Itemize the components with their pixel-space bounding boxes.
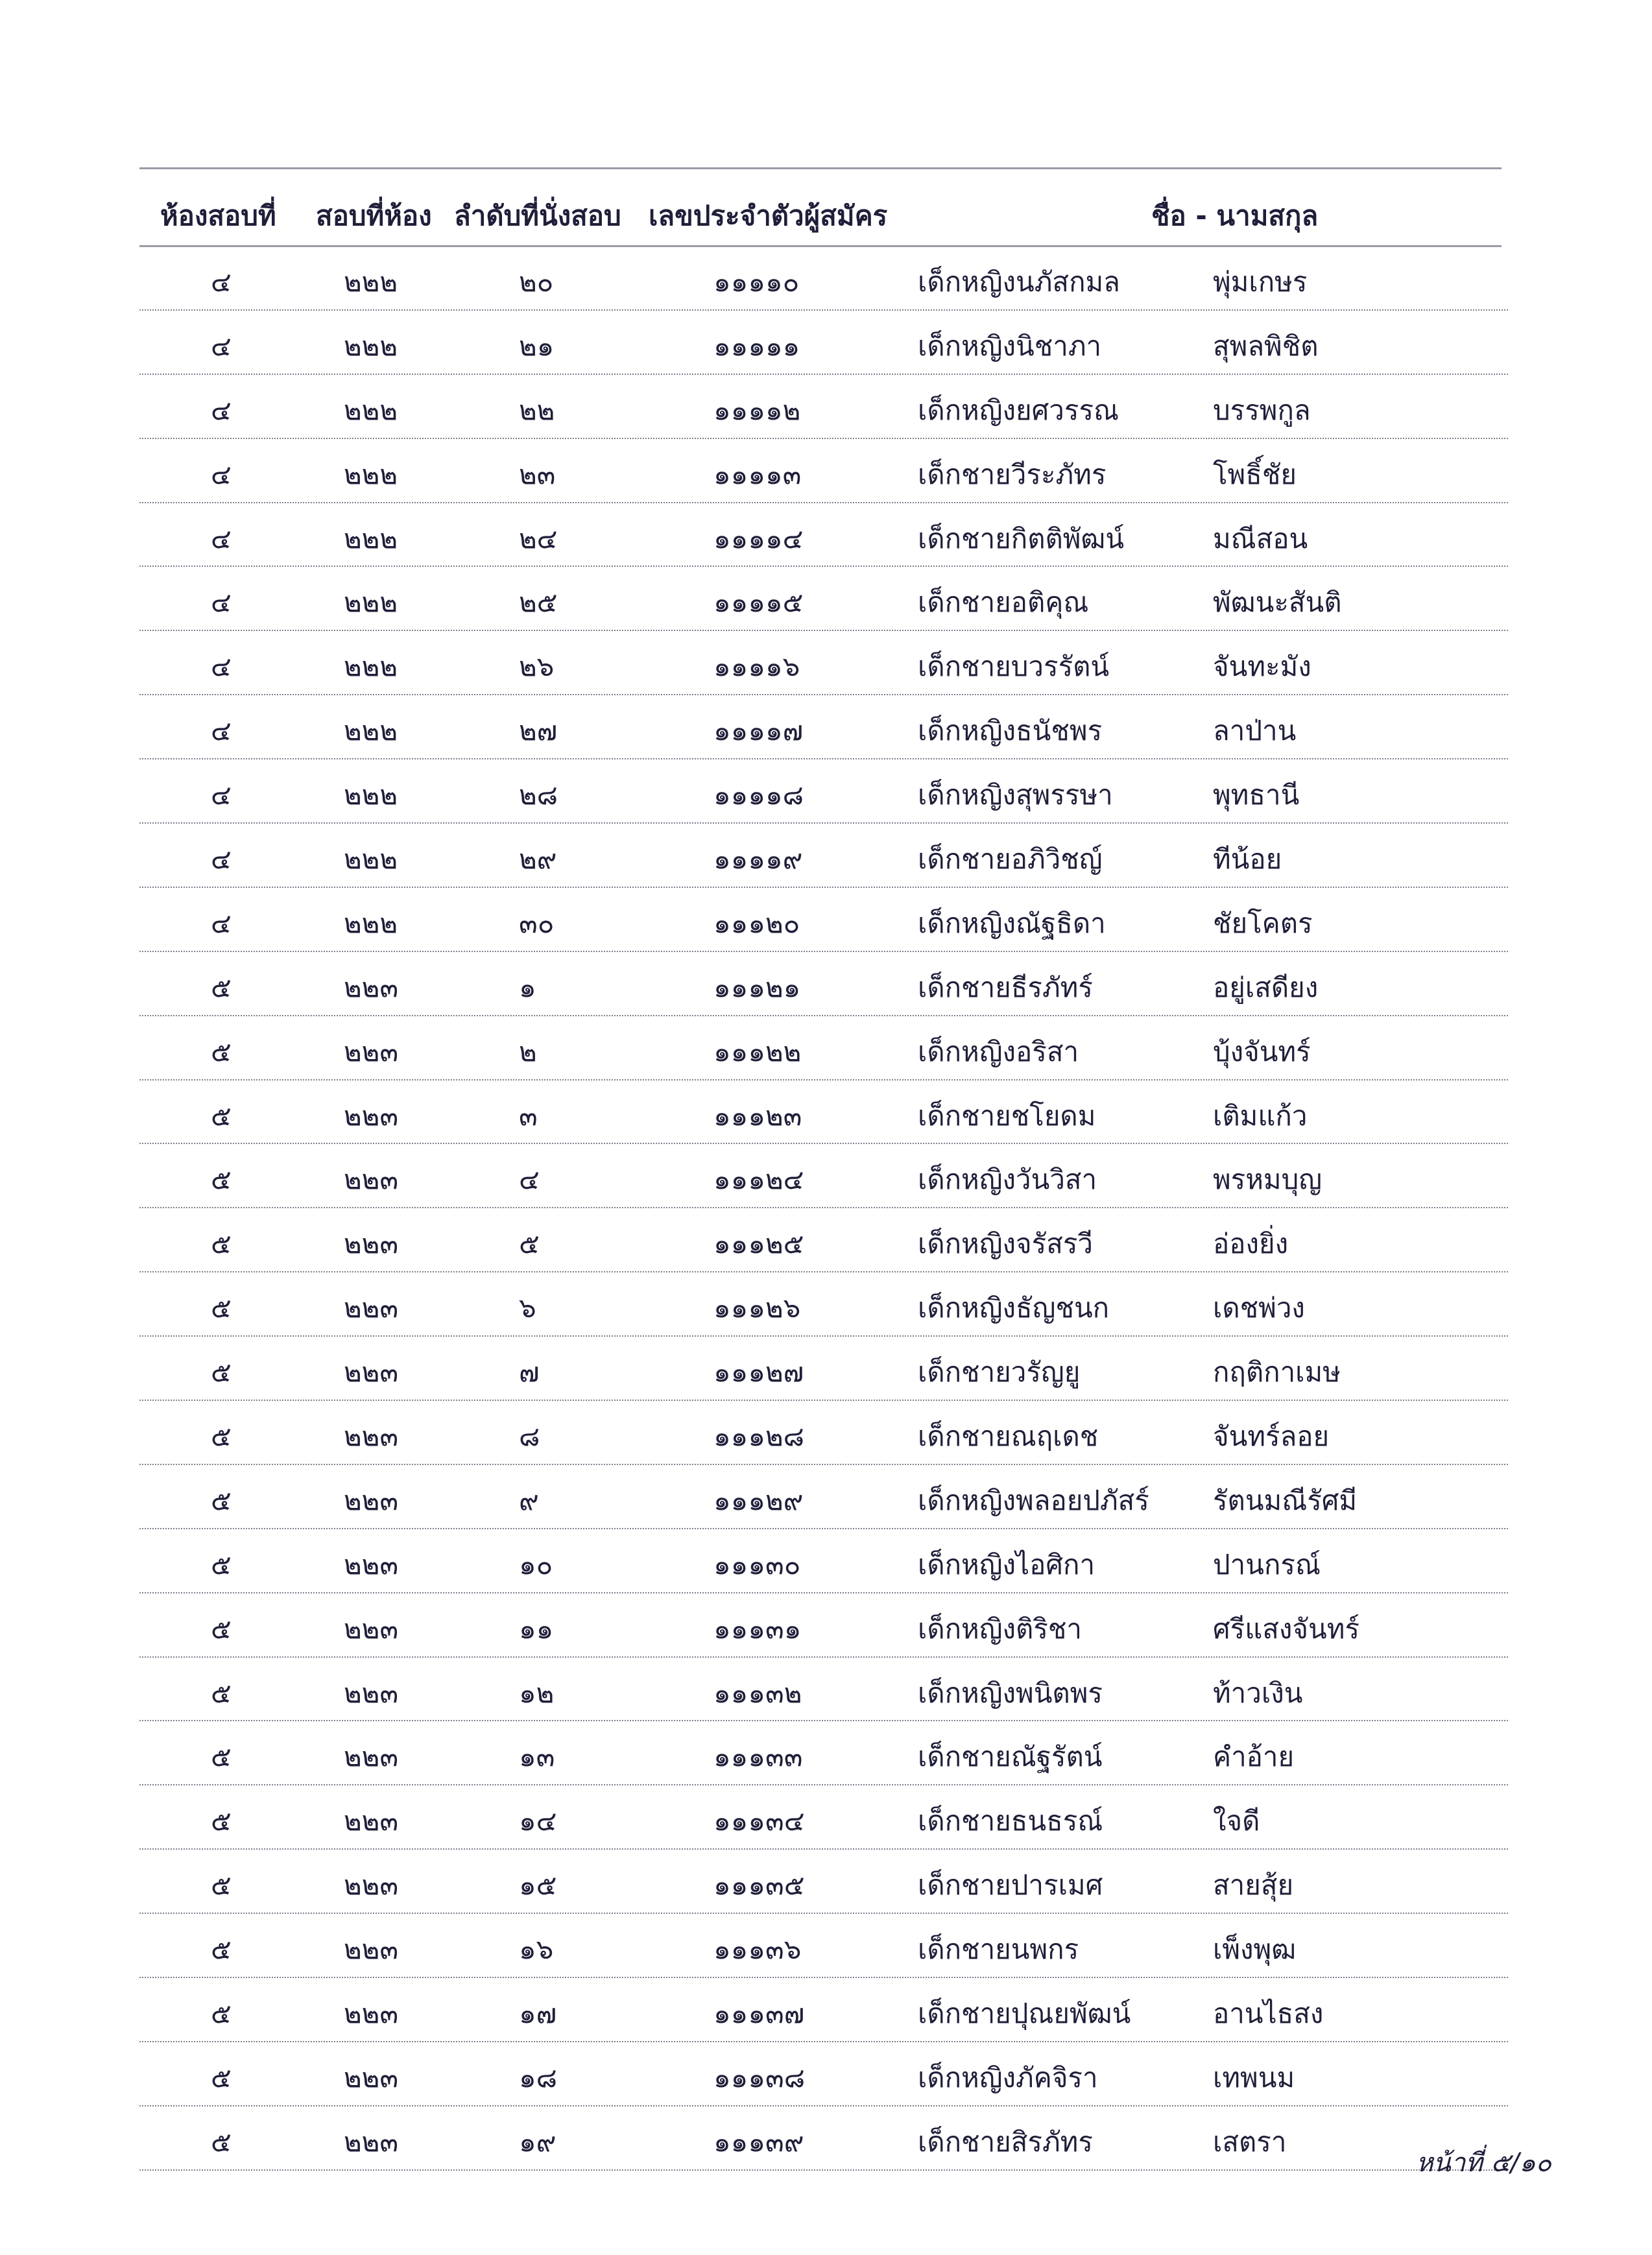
table-row (139, 695, 1508, 759)
cell-first-name: เด็กชายธนธรณ์ (918, 1805, 1103, 1837)
cell-last-name: สุพลพิชิต (1213, 329, 1319, 362)
cell-last-name: มณีสอน (1213, 522, 1308, 555)
cell-first-name: เด็กชายสิรภัทร (918, 2125, 1093, 2158)
cell-hall: ๒๒๒ (344, 522, 398, 555)
cell-seat: ๕ (519, 1228, 540, 1260)
table-row (139, 1850, 1508, 1914)
cell-room: ๕ (211, 1998, 232, 2030)
header-name: ชื่อ - นามสกุล (1151, 200, 1319, 232)
header-room: ห้องสอบที่ (160, 200, 276, 232)
cell-room: ๔ (211, 329, 232, 362)
cell-first-name: เด็กชายธีรภัทร์ (918, 971, 1093, 1003)
cell-first-name: เด็กชายวรัญยู (918, 1356, 1081, 1389)
cell-hall: ๒๒๒ (344, 458, 398, 490)
cell-last-name: จันทะมัง (1213, 650, 1311, 683)
table-row (139, 952, 1508, 1016)
cell-seat: ๒๓ (519, 458, 556, 490)
cell-first-name: เด็กหญิงอริสา (918, 1035, 1079, 1068)
cell-first-name: เด็กหญิงวันวิสา (918, 1163, 1097, 1196)
cell-applicant-id: ๑๑๑๒๗ (713, 1356, 804, 1389)
cell-hall: ๒๒๓ (344, 2125, 399, 2158)
cell-room: ๔ (211, 779, 232, 811)
cell-applicant-id: ๑๑๑๒๔ (713, 1163, 804, 1196)
cell-room: ๕ (211, 1163, 232, 1196)
cell-first-name: เด็กชายปุณยพัฒน์ (918, 1998, 1131, 2030)
cell-seat: ๑๘ (519, 2061, 558, 2094)
cell-applicant-id: ๑๑๑๑๐ (713, 266, 800, 298)
cell-seat: ๑๒ (519, 1676, 555, 1709)
cell-applicant-id: ๑๑๑๑๖ (713, 650, 800, 683)
table-row (139, 2042, 1508, 2106)
table-row (139, 1721, 1508, 1785)
cell-room: ๔ (211, 843, 232, 876)
cell-last-name: ชัยโคตร (1213, 907, 1313, 939)
cell-hall: ๒๒๓ (344, 1805, 399, 1837)
table-row (139, 1658, 1508, 1722)
cell-hall: ๒๒๒ (344, 715, 398, 747)
cell-last-name: เดชพ่วง (1213, 1292, 1305, 1324)
cell-applicant-id: ๑๑๑๒๘ (713, 1420, 805, 1453)
cell-room: ๕ (211, 971, 232, 1003)
cell-applicant-id: ๑๑๑๒๖ (713, 1292, 801, 1324)
cell-first-name: เด็กหญิงธัญชนก (918, 1292, 1110, 1324)
table-row (139, 1914, 1508, 1978)
cell-first-name: เด็กชายณัฐรัตน์ (918, 1741, 1103, 1773)
header-seat: ลำดับที่นั่งสอบ (454, 200, 621, 232)
cell-last-name: กฤติกาเมษ (1213, 1356, 1341, 1389)
cell-room: ๔ (211, 586, 232, 619)
cell-room: ๕ (211, 1228, 232, 1260)
cell-seat: ๒๒ (519, 394, 555, 426)
cell-seat: ๑๐ (519, 1548, 553, 1581)
cell-room: ๕ (211, 1292, 232, 1324)
cell-hall: ๒๒๓ (344, 1228, 399, 1260)
cell-applicant-id: ๑๑๑๑๗ (713, 715, 804, 747)
cell-hall: ๒๒๒ (344, 329, 398, 362)
cell-hall: ๒๒๓ (344, 1420, 399, 1453)
cell-hall: ๒๒๒ (344, 843, 398, 876)
cell-applicant-id: ๑๑๑๓๓ (713, 1741, 803, 1773)
table-row (139, 1401, 1508, 1465)
cell-seat: ๒๙ (519, 843, 557, 876)
cell-last-name: ใจดี (1213, 1805, 1260, 1837)
cell-seat: ๙ (519, 1484, 539, 1516)
cell-applicant-id: ๑๑๑๒๕ (713, 1228, 804, 1260)
table-row (139, 1785, 1508, 1850)
cell-room: ๔ (211, 907, 232, 939)
cell-hall: ๒๒๒ (344, 650, 398, 683)
cell-applicant-id: ๑๑๑๒๒ (713, 1035, 802, 1068)
table-row (139, 1337, 1508, 1401)
cell-first-name: เด็กหญิงจรัสรวี (918, 1228, 1093, 1260)
cell-first-name: เด็กหญิงภัคจิรา (918, 2061, 1098, 2094)
cell-last-name: อยู่เสดียง (1213, 971, 1319, 1003)
table-header (139, 174, 1502, 245)
cell-hall: ๒๒๒ (344, 394, 398, 426)
cell-hall: ๒๒๓ (344, 1484, 399, 1516)
cell-hall: ๒๒๓ (344, 1035, 399, 1068)
cell-room: ๔ (211, 394, 232, 426)
cell-last-name: สายสุ้ย (1213, 1869, 1294, 1902)
cell-first-name: เด็กชายอภิวิชญ์ (918, 843, 1103, 876)
cell-applicant-id: ๑๑๑๓๒ (713, 1676, 802, 1709)
cell-last-name: อ่องยิ่ง (1213, 1228, 1289, 1260)
table-row (139, 1978, 1508, 2042)
cell-room: ๔ (211, 650, 232, 683)
cell-applicant-id: ๑๑๑๑๒ (713, 394, 801, 426)
cell-seat: ๖ (519, 1292, 536, 1324)
table-row (139, 439, 1508, 503)
cell-applicant-id: ๑๑๑๓๔ (713, 1805, 805, 1837)
table-row (139, 888, 1508, 952)
cell-seat: ๑๖ (519, 1933, 554, 1966)
cell-hall: ๒๒๓ (344, 1612, 399, 1645)
cell-last-name: เติมแก้ว (1213, 1099, 1308, 1132)
cell-room: ๔ (211, 522, 232, 555)
table-row (139, 246, 1508, 311)
cell-applicant-id: ๑๑๑๓๘ (713, 2061, 806, 2094)
cell-seat: ๑๔ (519, 1805, 557, 1837)
cell-hall: ๒๒๓ (344, 1741, 399, 1773)
cell-room: ๔ (211, 458, 232, 490)
table-row (139, 1272, 1508, 1337)
cell-applicant-id: ๑๑๑๑๙ (713, 843, 803, 876)
cell-room: ๕ (211, 2061, 232, 2094)
cell-seat: ๓๐ (519, 907, 555, 939)
cell-applicant-id: ๑๑๑๓๑ (713, 1612, 802, 1645)
table-row (139, 1593, 1508, 1658)
cell-seat: ๗ (519, 1356, 540, 1389)
cell-last-name: ลาป่าน (1213, 715, 1297, 747)
cell-hall: ๒๒๓ (344, 1998, 399, 2030)
cell-applicant-id: ๑๑๑๓๖ (713, 1933, 802, 1966)
cell-seat: ๑๙ (519, 2125, 557, 2158)
table-row (139, 631, 1508, 695)
table-row (139, 375, 1508, 439)
table-row (139, 1080, 1508, 1145)
cell-applicant-id: ๑๑๑๓๙ (713, 2125, 804, 2158)
cell-seat: ๒๑ (519, 329, 555, 362)
cell-room: ๕ (211, 1420, 232, 1453)
cell-hall: ๒๒๓ (344, 2061, 399, 2094)
cell-hall: ๒๒๓ (344, 1676, 399, 1709)
cell-room: ๕ (211, 1356, 232, 1389)
cell-last-name: จันทร์ลอย (1213, 1420, 1330, 1453)
cell-last-name: ศรีแสงจันทร์ (1213, 1612, 1359, 1645)
cell-first-name: เด็กชายอติคุณ (918, 586, 1089, 619)
cell-last-name: รัตนมณีรัศมี (1213, 1484, 1358, 1516)
cell-hall: ๒๒๒ (344, 779, 398, 811)
cell-room: ๕ (211, 1612, 232, 1645)
cell-room: ๕ (211, 1741, 232, 1773)
table-row (139, 503, 1508, 567)
cell-last-name: บรรพกูล (1213, 394, 1311, 426)
cell-first-name: เด็กชายกิตติพัฒน์ (918, 522, 1125, 555)
cell-last-name: อานไธสง (1213, 1998, 1324, 2030)
cell-room: ๕ (211, 2125, 232, 2158)
cell-room: ๕ (211, 1933, 232, 1966)
cell-first-name: เด็กชายปารเมศ (918, 1869, 1103, 1902)
cell-room: ๕ (211, 1869, 232, 1902)
cell-hall: ๒๒๓ (344, 1356, 399, 1389)
cell-hall: ๒๒๓ (344, 1869, 399, 1902)
cell-applicant-id: ๑๑๑๑๔ (713, 522, 804, 555)
cell-first-name: เด็กชายวีระภัทร (918, 458, 1107, 490)
cell-seat: ๑๑ (519, 1612, 554, 1645)
cell-hall: ๒๒๓ (344, 1099, 399, 1132)
table-row (139, 1144, 1508, 1208)
table-body (139, 246, 1508, 2171)
cell-applicant-id: ๑๑๑๓๗ (713, 1998, 805, 2030)
cell-applicant-id: ๑๑๑๑๑ (713, 329, 800, 362)
cell-seat: ๘ (519, 1420, 540, 1453)
cell-last-name: พุทธานี (1213, 779, 1300, 811)
table-row (139, 311, 1508, 375)
cell-last-name: ปานกรณ์ (1213, 1548, 1321, 1581)
cell-room: ๕ (211, 1805, 232, 1837)
cell-first-name: เด็กหญิงนภัสกมล (918, 266, 1120, 298)
cell-applicant-id: ๑๑๑๒๑ (713, 971, 801, 1003)
cell-seat: ๔ (519, 1163, 540, 1196)
cell-last-name: พรหมบุญ (1213, 1163, 1323, 1196)
cell-hall: ๒๒๒ (344, 586, 398, 619)
cell-applicant-id: ๑๑๑๓๕ (713, 1869, 805, 1902)
cell-applicant-id: ๑๑๑๒๙ (713, 1484, 804, 1516)
cell-seat: ๒๐ (519, 266, 554, 298)
cell-room: ๔ (211, 715, 232, 747)
cell-last-name: พัฒนะสันติ (1213, 586, 1342, 619)
cell-last-name: เทพนม (1213, 2061, 1295, 2094)
cell-first-name: เด็กหญิงนิชาภา (918, 329, 1102, 362)
cell-seat: ๒๖ (519, 650, 555, 683)
cell-seat: ๓ (519, 1099, 538, 1132)
table-row (139, 2106, 1508, 2171)
table-row (139, 1465, 1508, 1529)
cell-applicant-id: ๑๑๑๒๐ (713, 907, 800, 939)
cell-applicant-id: ๑๑๑๒๓ (713, 1099, 802, 1132)
cell-first-name: เด็กชายบวรรัตน์ (918, 650, 1110, 683)
cell-last-name: พุ่มเกษร (1213, 266, 1308, 298)
cell-first-name: เด็กหญิงยศวรรณ (918, 394, 1119, 426)
cell-hall: ๒๒๒ (344, 907, 398, 939)
cell-room: ๕ (211, 1035, 232, 1068)
table-row (139, 1016, 1508, 1080)
cell-hall: ๒๒๓ (344, 1933, 399, 1966)
cell-last-name: ทีน้อย (1213, 843, 1282, 876)
header-hall: สอบที่ห้อง (316, 200, 432, 232)
cell-first-name: เด็กหญิงติริชา (918, 1612, 1082, 1645)
cell-room: ๕ (211, 1484, 232, 1516)
cell-room: ๕ (211, 1099, 232, 1132)
cell-first-name: เด็กชายณฤเดช (918, 1420, 1099, 1453)
cell-seat: ๑๕ (519, 1869, 557, 1902)
cell-first-name: เด็กหญิงพนิตพร (918, 1676, 1103, 1709)
cell-last-name: ท้าวเงิน (1213, 1676, 1303, 1709)
cell-seat: ๒๗ (519, 715, 558, 747)
cell-first-name: เด็กหญิงสุพรรษา (918, 779, 1113, 811)
page-number: หน้าที่ ๕/๑๐ (1416, 2148, 1551, 2178)
top-rule (139, 167, 1502, 169)
table-row (139, 824, 1508, 888)
header-applicant-id: เลขประจำตัวผู้สมัคร (649, 200, 888, 232)
cell-hall: ๒๒๓ (344, 1163, 399, 1196)
cell-seat: ๑ (519, 971, 536, 1003)
cell-room: ๔ (211, 266, 232, 298)
cell-seat: ๑๗ (519, 1998, 557, 2030)
cell-seat: ๒๕ (519, 586, 558, 619)
cell-last-name: เสตรา (1213, 2125, 1287, 2158)
cell-applicant-id: ๑๑๑๑๘ (713, 779, 804, 811)
table-row (139, 1208, 1508, 1272)
table-row (139, 759, 1508, 824)
cell-first-name: เด็กชายชโยดม (918, 1099, 1096, 1132)
cell-hall: ๒๒๓ (344, 971, 399, 1003)
cell-hall: ๒๒๓ (344, 1548, 399, 1581)
cell-last-name: บุ้งจันทร์ (1213, 1035, 1311, 1068)
cell-first-name: เด็กชายนพกร (918, 1933, 1079, 1966)
cell-first-name: เด็กหญิงพลอยปภัสร์ (918, 1484, 1149, 1516)
cell-first-name: เด็กหญิงธนัชพร (918, 715, 1103, 747)
cell-seat: ๒๘ (519, 779, 558, 811)
cell-room: ๕ (211, 1676, 232, 1709)
cell-last-name: โพธิ์ชัย (1213, 458, 1297, 490)
cell-last-name: เพ็งพุฒ (1213, 1933, 1297, 1966)
cell-seat: ๒๔ (519, 522, 558, 555)
cell-applicant-id: ๑๑๑๓๐ (713, 1548, 801, 1581)
table-row (139, 567, 1508, 631)
cell-last-name: คำอ้าย (1213, 1741, 1295, 1773)
cell-first-name: เด็กหญิงไอศิกา (918, 1548, 1095, 1581)
cell-first-name: เด็กหญิงณัฐธิดา (918, 907, 1106, 939)
cell-seat: ๑๓ (519, 1741, 555, 1773)
cell-applicant-id: ๑๑๑๑๕ (713, 586, 804, 619)
cell-room: ๕ (211, 1548, 232, 1581)
cell-hall: ๒๒๒ (344, 266, 398, 298)
table-row (139, 1529, 1508, 1593)
cell-seat: ๒ (519, 1035, 537, 1068)
cell-applicant-id: ๑๑๑๑๓ (713, 458, 802, 490)
cell-hall: ๒๒๓ (344, 1292, 399, 1324)
